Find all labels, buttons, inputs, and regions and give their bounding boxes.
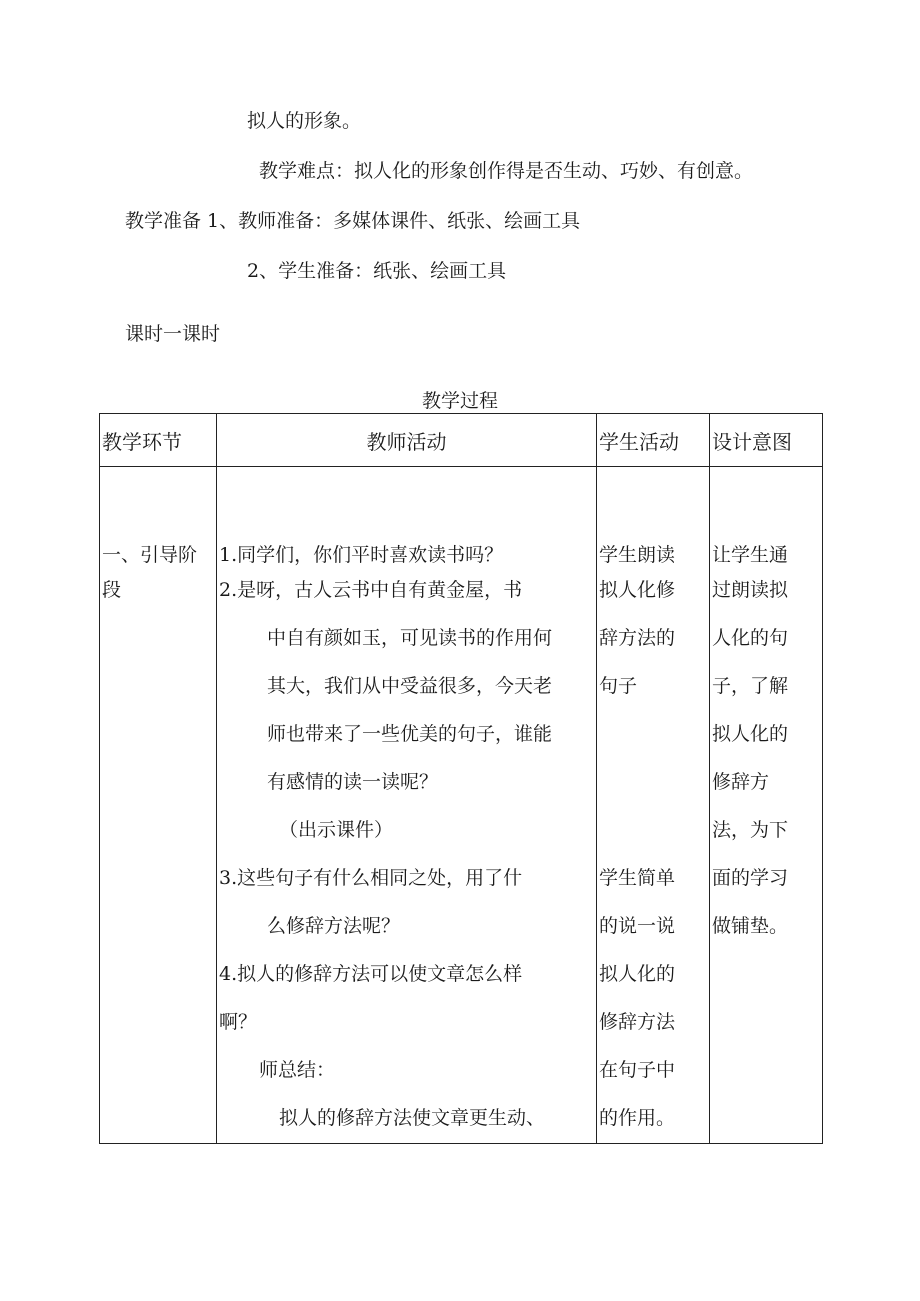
teacher-line: 拟人的修辞方法使文章更生动、 <box>279 1107 546 1129</box>
teacher-line: 4.拟人的修辞方法可以使文章怎么样 <box>219 963 523 985</box>
student-line: 句子 <box>599 675 638 697</box>
intro-line-1: 拟人的形象。 <box>247 110 362 132</box>
intent-line: 做铺垫。 <box>712 915 789 937</box>
table-row <box>100 467 823 1144</box>
intent-line: 修辞方 <box>712 771 770 793</box>
teacher-line: 2.是呀，古人云书中自有黄金屋，书 <box>219 579 523 601</box>
teaching-process-table <box>99 413 823 1144</box>
stage-line: 段 <box>102 579 122 601</box>
stage-cell <box>100 467 217 1144</box>
header-stage: 教学环节 <box>100 414 217 467</box>
student-line: 拟人化的 <box>599 963 676 985</box>
teacher-line: 有感情的读一读呢？ <box>267 771 439 793</box>
student-line: 辞方法的 <box>599 627 676 649</box>
teacher-line: 其大，我们从中受益很多，今天老 <box>267 675 553 697</box>
teacher-line: 么修辞方法呢？ <box>267 915 401 937</box>
teacher-line: 啊？ <box>219 1011 258 1033</box>
student-line: 的作用。 <box>599 1107 676 1129</box>
teacher-line: 1.同学们，你们平时喜欢读书吗？ <box>219 544 504 566</box>
header-teacher-activity: 教师活动 <box>217 414 597 467</box>
intent-line: 子，了解 <box>712 675 789 697</box>
teaching-prep-2: 2、学生准备：纸张、绘画工具 <box>247 260 507 282</box>
table-caption: 教学过程 <box>421 390 498 412</box>
teacher-line: 师也带来了一些优美的句子，谁能 <box>267 723 553 745</box>
student-line: 修辞方法 <box>599 1011 676 1033</box>
intent-line: 法，为下 <box>712 819 789 841</box>
teacher-line: 3.这些句子有什么相同之处，用了什 <box>219 867 523 889</box>
class-period: 课时一课时 <box>125 323 221 345</box>
header-design-intent: 设计意图 <box>710 414 823 467</box>
teacher-line: 师总结： <box>259 1059 336 1081</box>
stage-line: 一、引导阶 <box>102 544 198 566</box>
design-intent-cell <box>710 467 823 1144</box>
student-line: 拟人化修 <box>599 579 676 601</box>
teacher-line: （出示课件） <box>279 819 394 841</box>
student-line: 在句子中 <box>599 1059 676 1081</box>
student-line: 的说一说 <box>599 915 676 937</box>
intent-line: 人化的句 <box>712 627 789 649</box>
teacher-activity-cell <box>217 467 597 1144</box>
header-student-activity: 学生活动 <box>597 414 710 467</box>
table-header-row <box>100 414 823 467</box>
teacher-line: 中自有颜如玉，可见读书的作用何 <box>267 627 553 649</box>
intent-line: 拟人化的 <box>712 723 789 745</box>
teaching-difficulty: 教学难点：拟人化的形象创作得是否生动、巧妙、有创意。 <box>259 160 754 182</box>
intent-line: 面的学习 <box>712 867 789 889</box>
intent-line: 过朗读拟 <box>712 579 789 601</box>
student-activity-cell <box>597 467 710 1144</box>
teaching-prep-1: 教学准备 1、教师准备：多媒体课件、纸张、绘画工具 <box>125 210 581 232</box>
intent-line: 让学生通 <box>712 544 789 566</box>
student-line: 学生简单 <box>599 867 676 889</box>
student-line: 学生朗读 <box>599 544 676 566</box>
